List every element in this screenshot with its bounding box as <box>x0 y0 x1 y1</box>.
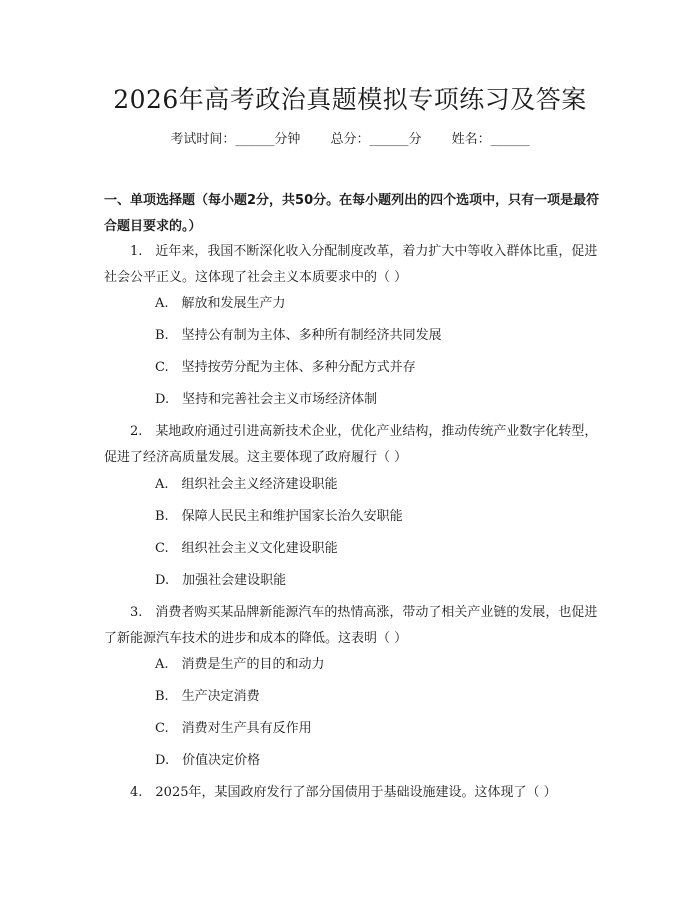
page-title: 2026年高考政治真题模拟专项练习及答案 <box>113 85 587 114</box>
question-1-option-d: D. 坚持和完善社会主义市场经济体制 <box>155 392 378 407</box>
section-heading: 一、单项选择题（每小题2分，共50分。在每小题列出的四个选项中，只有一项是最符合题目要求的。） <box>104 193 600 234</box>
question-4-stem: 4. 2025年，某国政府发行了部分国债用于基础设施建设。这体现了（ ） <box>130 785 557 800</box>
exam-meta <box>0 130 700 150</box>
question-2-option-a: A. 组织社会主义经济建设职能 <box>155 477 338 492</box>
question-1-option-a: A. 解放和发展生产力 <box>155 296 286 311</box>
total-score-field: 总分：______分 <box>330 132 422 147</box>
question-3-option-c: C. 消费对生产具有反作用 <box>155 721 312 736</box>
question-1-option-c: C. 坚持按劳分配为主体、多种分配方式并存 <box>155 360 416 375</box>
question-3-option-a: A. 消费是生产的目的和动力 <box>155 657 325 672</box>
question-3-option-d: D. 价值决定价格 <box>155 753 261 768</box>
question-1-stem: 1. 近年来，我国不断深化收入分配制度改革，着力扩大中等收入群体比重，促进社会公平正义。这体现了社会主义本质要求中的（ ） <box>104 244 598 285</box>
question-3-option-b: B. 生产决定消费 <box>155 689 260 704</box>
exam-time-field: 考试时间：______分钟 <box>170 132 301 147</box>
question-2-option-d: D. 加强社会建设职能 <box>155 573 287 588</box>
question-1-option-b: B. 坚持公有制为主体、多种所有制经济共同发展 <box>155 328 442 343</box>
question-2-option-b: B. 保障人民民主和维护国家长治久安职能 <box>155 509 403 524</box>
question-3-stem: 3. 消费者购买某品牌新能源汽车的热情高涨，带动了相关产业链的发展，也促进了新能源汽车技术的进步和成本的降低。这表明（ ） <box>104 605 598 646</box>
student-name-field: 姓名：______ <box>451 132 530 147</box>
question-2-option-c: C. 组织社会主义文化建设职能 <box>155 541 338 556</box>
question-2-stem: 2. 某地政府通过引进高新技术企业，优化产业结构，推动传统产业数字化转型，促进了经济高质量发展。这主要体现了政府履行（ ） <box>104 424 598 465</box>
